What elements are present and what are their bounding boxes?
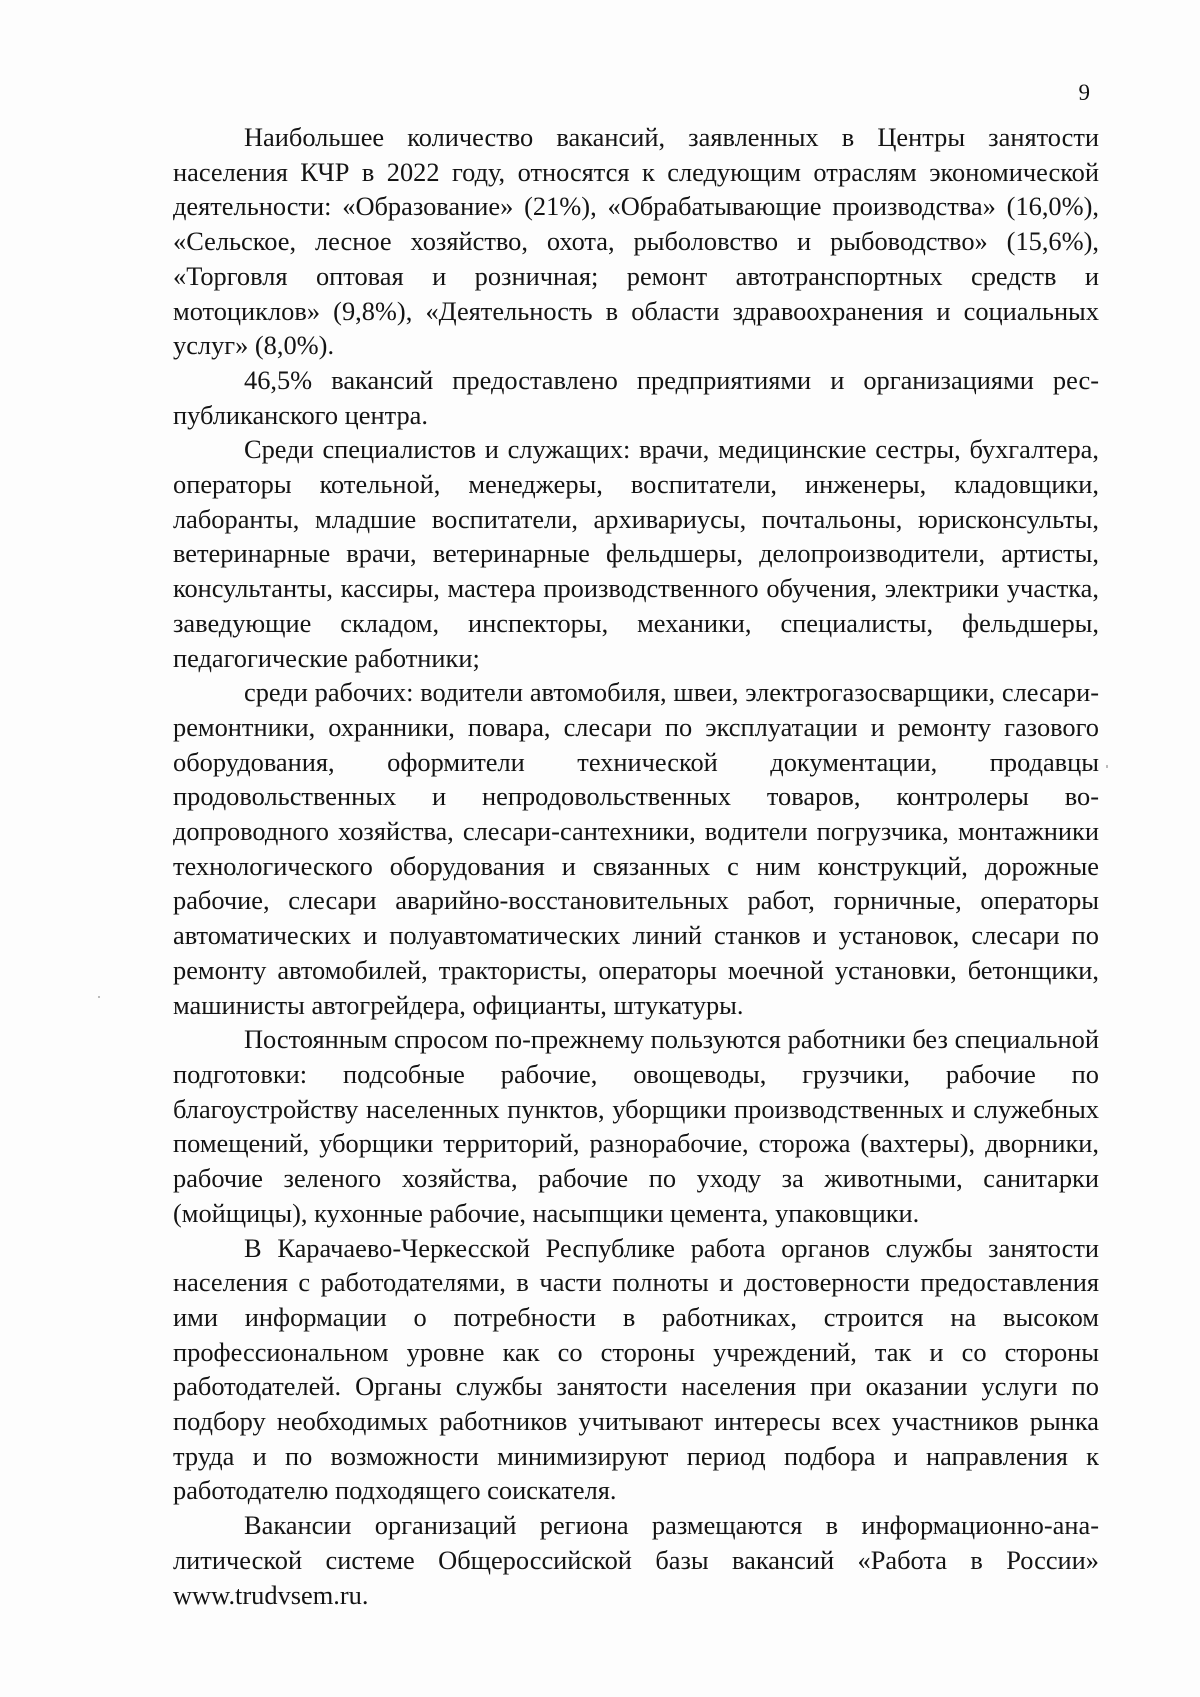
- paragraph-republican-center-share: 46,5% вакансий предоставлено предприятиями и организациями республиканского центра.: [173, 364, 1099, 430]
- paragraph-employment-service-work: В Карачаево-Черкесской Республике работа органов службы занятости населения с работодателями, в части полноты и достоверности предоставления ими информации о потребности в работниках, строится на высоком профессиональном уровне как со стороны учреждений, так и со стороны работодателей. Органы службы занятости населения при оказании услуги по подбору необходимых работников учитывают интересы всех участников рынка труда и по возможности минимизируют период подбора и направления к работодателю подходящего соискателя.: [173, 1232, 1099, 1506]
- paragraph-vacancy-portal: Вакансии организаций региона размещаются в информационно-аналитической системе Общероссийской базы вакансий «Работа в России» www.trudvsem.ru.: [173, 1510, 1099, 1610]
- document-body: [173, 120, 1099, 1612]
- page-number: 9: [1078, 80, 1090, 105]
- paragraph-vacancies-by-industry: Наибольшее количество вакансий, заявленных в Центры занятости населения КЧР в 2022 году, относятся к следующим отраслям экономической деятельности: «Образование» (21%), «Обрабатывающие производства» (16,0%), «Сельское, лесное хозяйство, охота, рыболовство и рыбоводство» (15,6%), «Торговля оптовая и розничная; ремонт автотранспортных средств и мотоциклов» (9,8%), «Деятельность в области здравоохранения и социальных услуг» (8,0%).: [173, 122, 1099, 361]
- scan-speck: [98, 996, 100, 998]
- paragraph-unskilled-demand: Постоянным спросом по-прежнему пользуются работники без специальной подготовки: подсобные рабочие, овощеводы, грузчики, рабочие по благоустройству населенных пунктов, уборщики производственных и служебных помещений, уборщики территорий, разнорабочие, сторожа (вахтеры), дворники, рабочие зеленого хозяйства, рабочие по уходу за животными, санитарки (мойщицы), кухонные рабочие, насыпщики цемента, упаковщики.: [173, 1024, 1099, 1228]
- paragraph-specialists-list: Среди специалистов и служащих: врачи, медицинские сестры, бухгалтера, операторы котельной, менеджеры, воспитатели, инженеры, кладовщики, лаборанты, младшие воспитатели, архивариусы, почтальоны, юрисконсульты, ветеринарные врачи, ветеринарные фельдшеры, делопроизводители, артисты, консультанты, кассиры, мастера производственного обучения, электрики участка, заведующие складом, инспекторы, механики, специалисты, фельдшеры, педагогические работники;: [173, 434, 1099, 673]
- paragraph-workers-list: среди рабочих: водители автомобиля, швеи, электрогазосварщики, слесари-ремонтники, охранники, повара, слесари по эксплуатации и ремонту газового оборудования, оформители технической документации, продавцы продовольственных и непродовольственных товаров, контролеры водопроводного хозяйства, слесари-сантехники, водители погрузчика, монтажники технологического оборудования и связанных с ним конструкций, дорожные рабочие, слесари аварийно-восстановительных работ, горничные, операторы автоматических и полуавтоматических линий станков и установок, слесари по ремонту автомобилей, трактористы, операторы моечной установки, бетонщики, машинисты автогрейдера, официанты, штукатуры.: [173, 677, 1099, 1020]
- scan-speck: [1106, 765, 1108, 768]
